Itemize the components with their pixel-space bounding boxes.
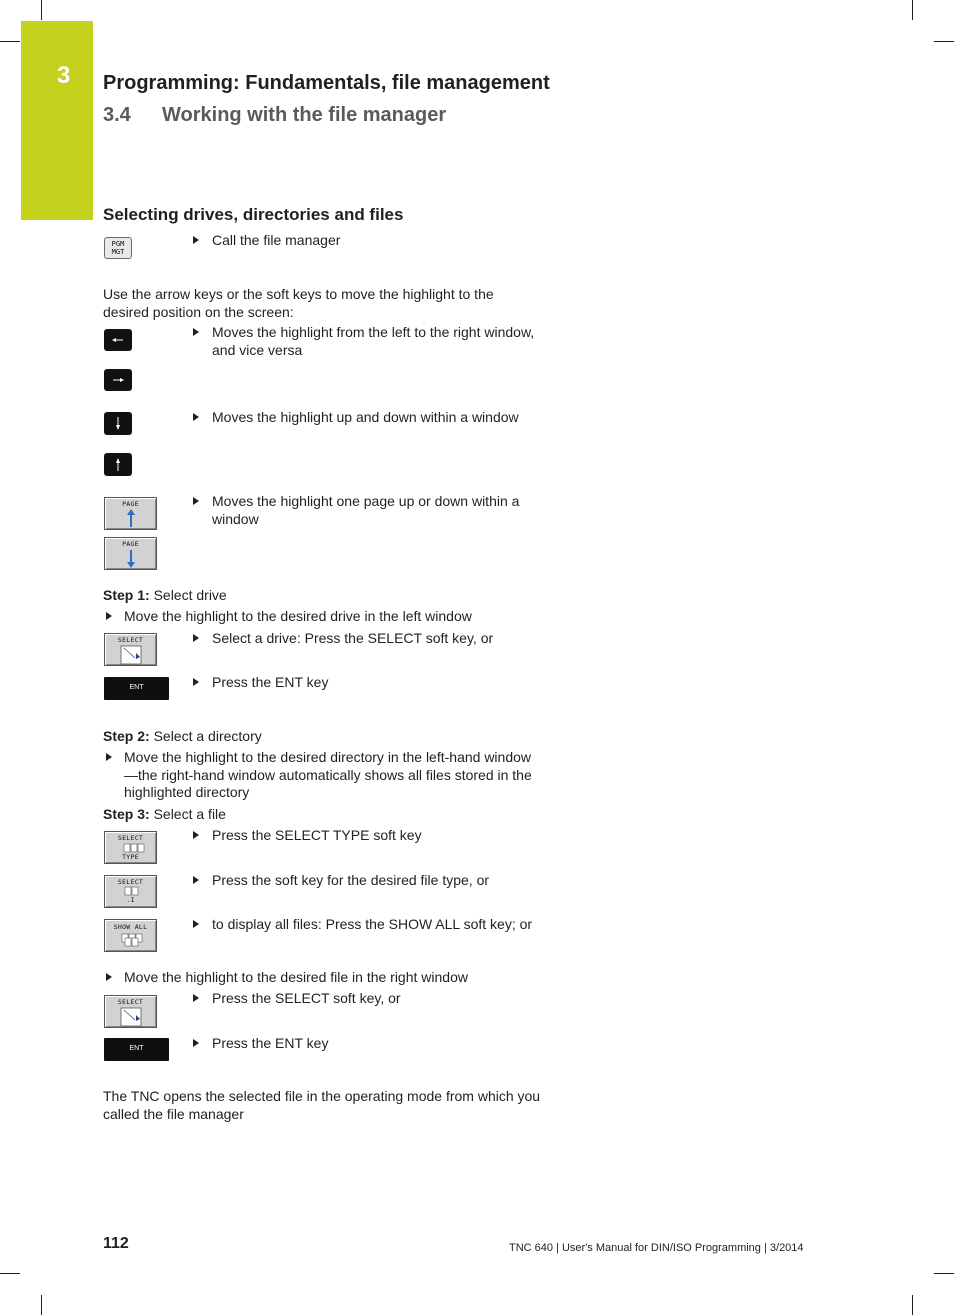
show-all-softkey[interactable] xyxy=(104,919,157,952)
bullet-triangle-icon xyxy=(193,876,199,884)
select-type-softkey[interactable] xyxy=(104,831,157,864)
step3-bullet: Move the highlight to the desired file in the right window xyxy=(106,969,546,987)
page-up-label: PAGE xyxy=(122,500,139,508)
show-all-label: SHOW ALL xyxy=(113,923,148,931)
intro-paragraph: Use the arrow keys or the soft keys to move the highlight to the desired position on the screen: xyxy=(103,286,494,320)
bullet-triangle-icon xyxy=(193,1039,199,1047)
step-item: Press the ENT key xyxy=(193,674,543,692)
crop-mark xyxy=(41,1295,42,1315)
bullet-triangle-icon xyxy=(106,753,112,761)
ent-key-label: ENT xyxy=(129,684,144,691)
crop-mark xyxy=(41,0,42,20)
arrow-down-key[interactable] xyxy=(104,412,132,435)
subsection-heading: Selecting drives, directories and files xyxy=(103,205,404,224)
step-item: to display all files: Press the SHOW ALL soft key; or xyxy=(193,916,533,934)
select-type-label: SELECT xyxy=(117,834,144,842)
bullet-triangle-icon xyxy=(193,678,199,686)
crop-mark xyxy=(912,0,913,20)
step-item: Select a drive: Press the SELECT soft key, or xyxy=(193,630,543,648)
bullet-triangle-icon xyxy=(193,994,199,1002)
select-filetype-ext: .I xyxy=(126,896,135,904)
step2-line: Step 2: Select a directory xyxy=(103,728,262,744)
bullet-triangle-icon xyxy=(193,920,199,928)
step-item: Press the soft key for the desired file type, or xyxy=(193,872,543,890)
step-item: Press the SELECT soft key, or xyxy=(193,990,543,1008)
bullet-triangle-icon xyxy=(193,497,199,505)
bullet-triangle-icon xyxy=(193,236,199,244)
footer-text: TNC 640 | User's Manual for DIN/ISO Programming | 3/2014 xyxy=(509,1242,804,1254)
page-down-softkey[interactable] xyxy=(104,537,157,570)
chapter-tab xyxy=(21,21,93,220)
page-down-label: PAGE xyxy=(122,540,139,548)
page-number: 112 xyxy=(103,1235,129,1252)
pgm-mgt-key[interactable] xyxy=(104,237,132,259)
page-up-softkey[interactable] xyxy=(104,497,157,530)
select-softkey[interactable] xyxy=(104,633,157,666)
bullet-triangle-icon xyxy=(193,413,199,421)
step1-bullet: Move the highlight to the desired drive in the left window xyxy=(106,608,546,626)
crop-mark xyxy=(934,41,954,42)
pgm-mgt-key-label: PGM MGT xyxy=(111,240,125,256)
step3-line: Step 3: Select a file xyxy=(103,806,226,822)
arrow-right-icon xyxy=(104,369,132,391)
bullet-triangle-icon xyxy=(193,831,199,839)
crop-mark xyxy=(912,1295,913,1315)
select-softkey-2[interactable] xyxy=(104,995,157,1028)
step-item: Press the SELECT TYPE soft key xyxy=(193,827,543,845)
arrow-left-icon xyxy=(104,329,132,351)
select-type-label-2: TYPE xyxy=(122,853,139,861)
step-item: Moves the highlight up and down within a window xyxy=(193,409,543,427)
file-select-icon xyxy=(105,634,158,667)
file-select-icon xyxy=(105,996,158,1029)
bullet-triangle-icon xyxy=(106,973,112,981)
select-label: SELECT xyxy=(117,998,144,1006)
closing-paragraph: The TNC opens the selected file in the operating mode from which you called the file manager xyxy=(103,1088,541,1122)
chapter-title: Programming: Fundamentals, file management xyxy=(103,72,550,94)
step-item: Press the ENT key xyxy=(193,1035,543,1053)
bullet-triangle-icon xyxy=(106,612,112,620)
file-type-icon xyxy=(105,876,158,909)
select-filetype-softkey[interactable] xyxy=(104,875,157,908)
arrow-up-blue-icon xyxy=(105,498,158,531)
section-title: Working with the file manager xyxy=(162,104,447,126)
step-item: Moves the highlight from the left to the right window, and vice versa xyxy=(193,324,543,359)
crop-mark xyxy=(0,1273,20,1274)
select-filetype-label: SELECT xyxy=(117,878,144,886)
ent-key[interactable] xyxy=(104,677,169,700)
arrow-down-icon xyxy=(104,412,132,435)
select-label: SELECT xyxy=(117,636,144,644)
bullet-triangle-icon xyxy=(193,328,199,336)
arrow-right-key[interactable] xyxy=(104,369,132,391)
step1-line: Step 1: Select drive xyxy=(103,587,227,603)
arrow-left-key[interactable] xyxy=(104,329,132,351)
ent-key-2[interactable] xyxy=(104,1038,169,1061)
step2-bullet: Move the highlight to the desired directory in the left-hand window—the right-hand window automatically shows all files stored in the highlighted directory xyxy=(106,749,536,802)
ent-key-label: ENT xyxy=(129,1045,144,1052)
step-item: Call the file manager xyxy=(193,232,543,250)
arrow-up-icon xyxy=(104,453,132,476)
chapter-number: 3 xyxy=(57,62,71,89)
arrow-down-blue-icon xyxy=(105,538,158,571)
bullet-triangle-icon xyxy=(193,634,199,642)
crop-mark xyxy=(934,1273,954,1274)
arrow-up-key[interactable] xyxy=(104,453,132,476)
all-files-icon xyxy=(105,920,158,953)
crop-mark xyxy=(0,41,20,42)
step-item: Moves the highlight one page up or down within a window xyxy=(193,493,543,528)
section-number: 3.4 xyxy=(103,104,131,126)
